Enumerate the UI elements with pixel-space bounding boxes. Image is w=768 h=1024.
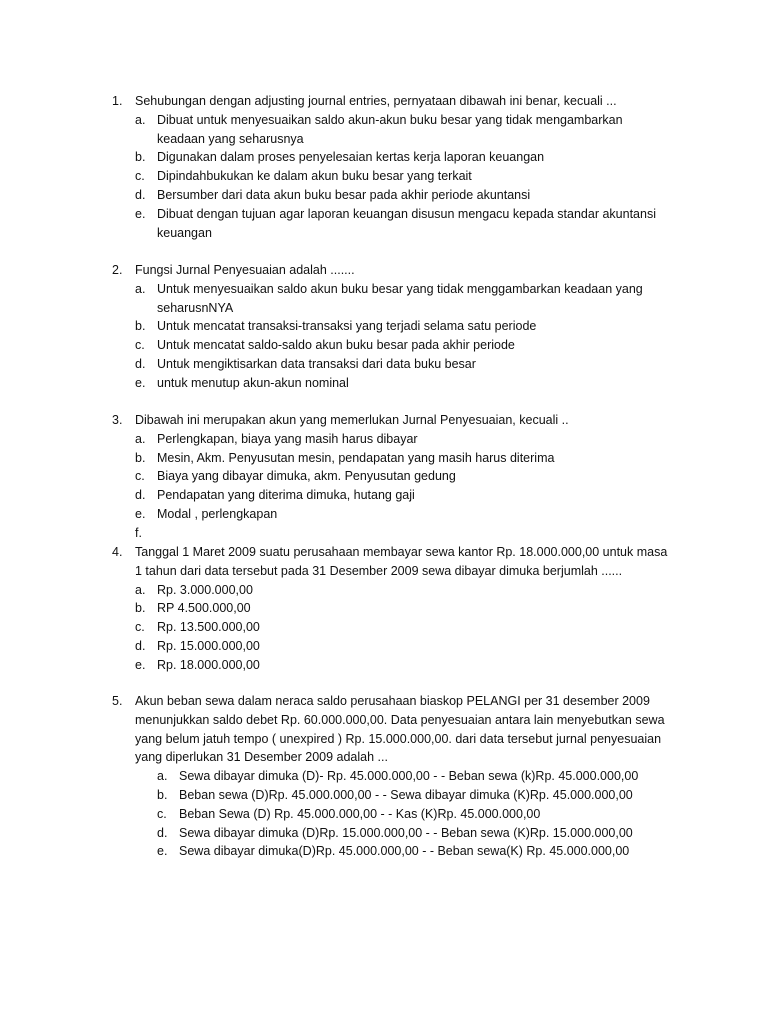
question-1-number: 1. xyxy=(112,94,123,108)
question-4 xyxy=(112,543,672,675)
option-text: Untuk mencatat transaksi-transaksi yang terjadi selama satu periode xyxy=(157,319,537,334)
option-letter: d. xyxy=(135,187,146,202)
question-2-option-c xyxy=(135,336,672,355)
option-text: Dipindahbukukan ke dalam akun buku besar yang terkait xyxy=(157,169,472,184)
option-letter: a. xyxy=(157,769,168,784)
option-letter: d. xyxy=(135,356,146,371)
option-text: Mesin, Akm. Penyusutan mesin, pendapatan yang masih harus diterima xyxy=(157,450,555,465)
option-text: Beban Sewa (D) Rp. 45.000.000,00 - - Kas (K)Rp. 45.000.000,00 xyxy=(179,806,541,821)
option-text: Perlengkapan, biaya yang masih harus dibayar xyxy=(157,431,418,446)
option-letter: e. xyxy=(135,375,146,390)
option-text: Dibuat untuk menyesuaikan saldo akun-akun buku besar yang tidak mengambarkan keadaan yang seharusnya xyxy=(157,112,623,146)
question-4-option-c xyxy=(135,618,672,637)
question-1 xyxy=(112,92,672,242)
question-1-option-d xyxy=(135,186,672,205)
option-letter: a. xyxy=(135,112,146,127)
option-letter: e. xyxy=(135,506,146,521)
option-letter: b. xyxy=(135,450,146,465)
question-1-text: Sehubungan dengan adjusting journal entries, pernyataan dibawah ini benar, kecuali ... xyxy=(135,94,617,108)
question-5-option-b xyxy=(157,786,672,805)
question-5-option-a xyxy=(157,767,672,786)
option-text: Rp. 18.000.000,00 xyxy=(157,657,260,672)
question-3-stem xyxy=(112,411,672,430)
option-text: Beban sewa (D)Rp. 45.000.000,00 - - Sewa dibayar dimuka (K)Rp. 45.000.000,00 xyxy=(179,787,633,802)
option-letter: b. xyxy=(157,787,168,802)
option-letter: c. xyxy=(135,469,145,484)
option-text: Dibuat dengan tujuan agar laporan keuangan disusun mengacu kepada standar akuntansi keuangan xyxy=(157,206,656,240)
option-letter: e. xyxy=(135,206,146,221)
option-letter: b. xyxy=(135,601,146,616)
question-2-option-d xyxy=(135,355,672,374)
option-text: Rp. 13.500.000,00 xyxy=(157,620,260,635)
option-text: Biaya yang dibayar dimuka, akm. Penyusutan gedung xyxy=(157,469,456,484)
option-letter: e. xyxy=(157,844,168,859)
option-text: Bersumber dari data akun buku besar pada akhir periode akuntansi xyxy=(157,187,531,202)
question-5 xyxy=(112,692,672,861)
question-4-text: Tanggal 1 Maret 2009 suatu perusahaan membayar sewa kantor Rp. 18.000.000,00 untuk masa 1 tahun dari data tersebut pada 31 Desember 2009 sewa dibayar dimuka berjumlah ...... xyxy=(135,545,668,578)
option-letter: a. xyxy=(135,281,146,296)
question-5-options xyxy=(112,767,672,861)
question-2-number: 2. xyxy=(112,263,123,277)
option-text: Sewa dibayar dimuka (D)- Rp. 45.000.000,00 - - Beban sewa (k)Rp. 45.000.000,00 xyxy=(179,769,639,784)
question-3-option-c xyxy=(135,467,672,486)
option-letter: d. xyxy=(135,488,146,503)
question-1-option-b xyxy=(135,148,672,167)
option-letter: d. xyxy=(157,825,168,840)
question-3-text: Dibawah ini merupakan akun yang memerlukan Jurnal Penyesuaian, kecuali .. xyxy=(135,413,569,427)
option-letter: d. xyxy=(135,638,146,653)
option-letter: e. xyxy=(135,657,146,672)
question-4-option-b xyxy=(135,599,672,618)
question-2 xyxy=(112,261,672,393)
question-1-option-e xyxy=(135,205,672,243)
option-text: Sewa dibayar dimuka (D)Rp. 15.000.000,00 - - Beban sewa (K)Rp. 15.000.000,00 xyxy=(179,825,633,840)
question-5-option-d xyxy=(157,824,672,843)
question-3 xyxy=(112,411,672,543)
option-text: Rp. 3.000.000,00 xyxy=(157,582,253,597)
option-text: Untuk mencatat saldo-saldo akun buku besar pada akhir periode xyxy=(157,338,515,353)
question-2-option-a xyxy=(135,280,672,318)
question-5-stem xyxy=(112,692,672,767)
question-5-number: 5. xyxy=(112,694,123,708)
question-4-option-a xyxy=(135,581,672,600)
option-letter: c. xyxy=(135,338,145,353)
option-text: Sewa dibayar dimuka(D)Rp. 45.000.000,00 - - Beban sewa(K) Rp. 45.000.000,00 xyxy=(179,844,630,859)
question-5-text: Akun beban sewa dalam neraca saldo perusahaan biaskop PELANGI per 31 desember 2009 menunjukkan saldo debet Rp. 60.000.000,00. Data penyesuaian antara lain menyebutkan sewa yang belum jatuh tempo ( unexpired ) Rp. 15.000.000,00. dari data tersebut jurnal penyesuaian yang diperlukan 31 Desember 2009 adalah ... xyxy=(135,694,665,765)
option-letter: c. xyxy=(157,806,167,821)
question-1-option-c xyxy=(135,167,672,186)
question-4-number: 4. xyxy=(112,545,123,559)
option-letter: f. xyxy=(135,525,142,540)
question-2-text: Fungsi Jurnal Penyesuaian adalah ....... xyxy=(135,263,355,277)
question-2-option-b xyxy=(135,317,672,336)
option-text: Pendapatan yang diterima dimuka, hutang gaji xyxy=(157,488,415,503)
question-1-stem xyxy=(112,92,672,111)
question-5-option-c xyxy=(157,805,672,824)
option-letter: a. xyxy=(135,431,146,446)
question-3-option-f xyxy=(135,524,672,543)
option-letter: b. xyxy=(135,150,146,165)
option-letter: c. xyxy=(135,620,145,635)
question-3-option-d xyxy=(135,486,672,505)
question-5-option-e xyxy=(157,842,672,861)
question-3-option-b xyxy=(135,449,672,468)
question-4-options xyxy=(112,581,672,675)
question-4-option-e xyxy=(135,656,672,675)
option-text: Digunakan dalam proses penyelesaian kertas kerja laporan keuangan xyxy=(157,150,545,165)
question-3-option-e xyxy=(135,505,672,524)
option-text: Untuk mengiktisarkan data transaksi dari data buku besar xyxy=(157,356,476,371)
option-text: Modal , perlengkapan xyxy=(157,506,278,521)
question-2-stem xyxy=(112,261,672,280)
question-4-stem xyxy=(112,543,672,581)
question-3-options xyxy=(112,430,672,543)
option-text: RP 4.500.000,00 xyxy=(157,601,251,616)
option-text: untuk menutup akun-akun nominal xyxy=(157,375,349,390)
question-4-option-d xyxy=(135,637,672,656)
option-letter: c. xyxy=(135,169,145,184)
question-1-options xyxy=(112,111,672,243)
question-2-option-e xyxy=(135,374,672,393)
question-2-options xyxy=(112,280,672,393)
question-3-option-a xyxy=(135,430,672,449)
option-text: Rp. 15.000.000,00 xyxy=(157,638,260,653)
question-3-number: 3. xyxy=(112,413,123,427)
option-letter: a. xyxy=(135,582,146,597)
option-letter: b. xyxy=(135,319,146,334)
question-1-option-a xyxy=(135,111,672,149)
option-text: Untuk menyesuaikan saldo akun buku besar yang tidak menggambarkan keadaan yang seharusnNYA xyxy=(157,281,643,315)
option-text xyxy=(157,524,672,543)
